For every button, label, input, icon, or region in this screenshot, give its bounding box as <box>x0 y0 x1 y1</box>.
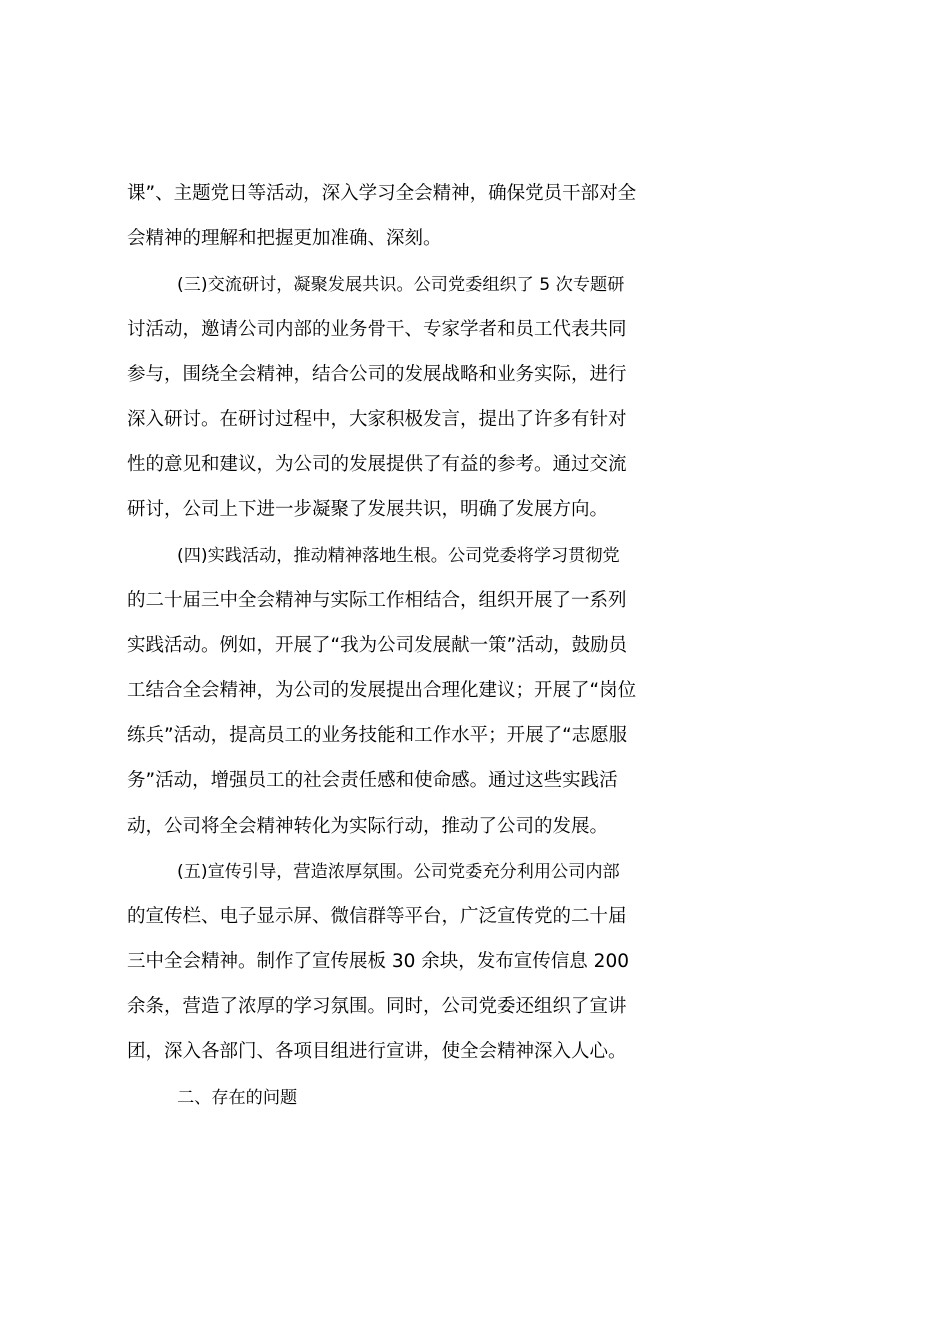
paragraph-line: 动，公司将全会精神转化为实际行动，推动了公司的发展。 <box>127 816 609 837</box>
chapter-heading: 二、存在的问题 <box>177 1088 298 1108</box>
paragraph-line: 会精神的理解和把握更加准确、深刻。 <box>127 228 442 249</box>
section-heading-line: (四)实践活动，推动精神落地生根。公司党委将学习贯彻党 <box>177 546 620 566</box>
paragraph-line: 工结合全会精神，为公司的发展提出合理化建议；开展了“岗位 <box>127 680 637 701</box>
paragraph-line: 深入研讨。在研讨过程中，大家积极发言，提出了许多有针对 <box>127 409 627 430</box>
paragraph-line: 实践活动。例如，开展了“我为公司发展献一策”活动，鼓励员 <box>127 635 628 656</box>
section-heading-line: (三)交流研讨，凝聚发展共识。公司党委组织了 5 次专题研 <box>177 275 625 295</box>
paragraph-line: 的宣传栏、电子显示屏、微信群等平台，广泛宣传党的二十届 <box>127 906 627 927</box>
paragraph-line: 团，深入各部门、各项目组进行宣讲，使全会精神深入人心。 <box>127 1041 627 1062</box>
paragraph-line: 课”、主题党日等活动，深入学习全会精神，确保党员干部对全 <box>127 183 637 204</box>
section-heading-line: (五)宣传引导，营造浓厚氛围。公司党委充分利用公司内部 <box>177 862 620 882</box>
paragraph-line: 务”活动，增强员工的社会责任感和使命感。通过这些实践活 <box>127 770 618 791</box>
paragraph-line: 余条，营造了浓厚的学习氛围。同时，公司党委还组织了宣讲 <box>127 996 627 1017</box>
paragraph-line: 讨活动，邀请公司内部的业务骨干、专家学者和员工代表共同 <box>127 319 627 340</box>
paragraph-line: 性的意见和建议，为公司的发展提供了有益的参考。通过交流 <box>127 454 627 475</box>
paragraph-line: 三中全会精神。制作了宣传展板 30 余块，发布宣传信息 200 <box>127 951 629 972</box>
paragraph-line: 的二十届三中全会精神与实际工作相结合，组织开展了一系列 <box>127 590 627 611</box>
paragraph-line: 研讨，公司上下进一步凝聚了发展共识，明确了发展方向。 <box>127 499 609 520</box>
paragraph-line: 参与，围绕全会精神，结合公司的发展战略和业务实际，进行 <box>127 364 627 385</box>
paragraph-line: 练兵”活动，提高员工的业务技能和工作水平；开展了“志愿服 <box>127 725 628 746</box>
